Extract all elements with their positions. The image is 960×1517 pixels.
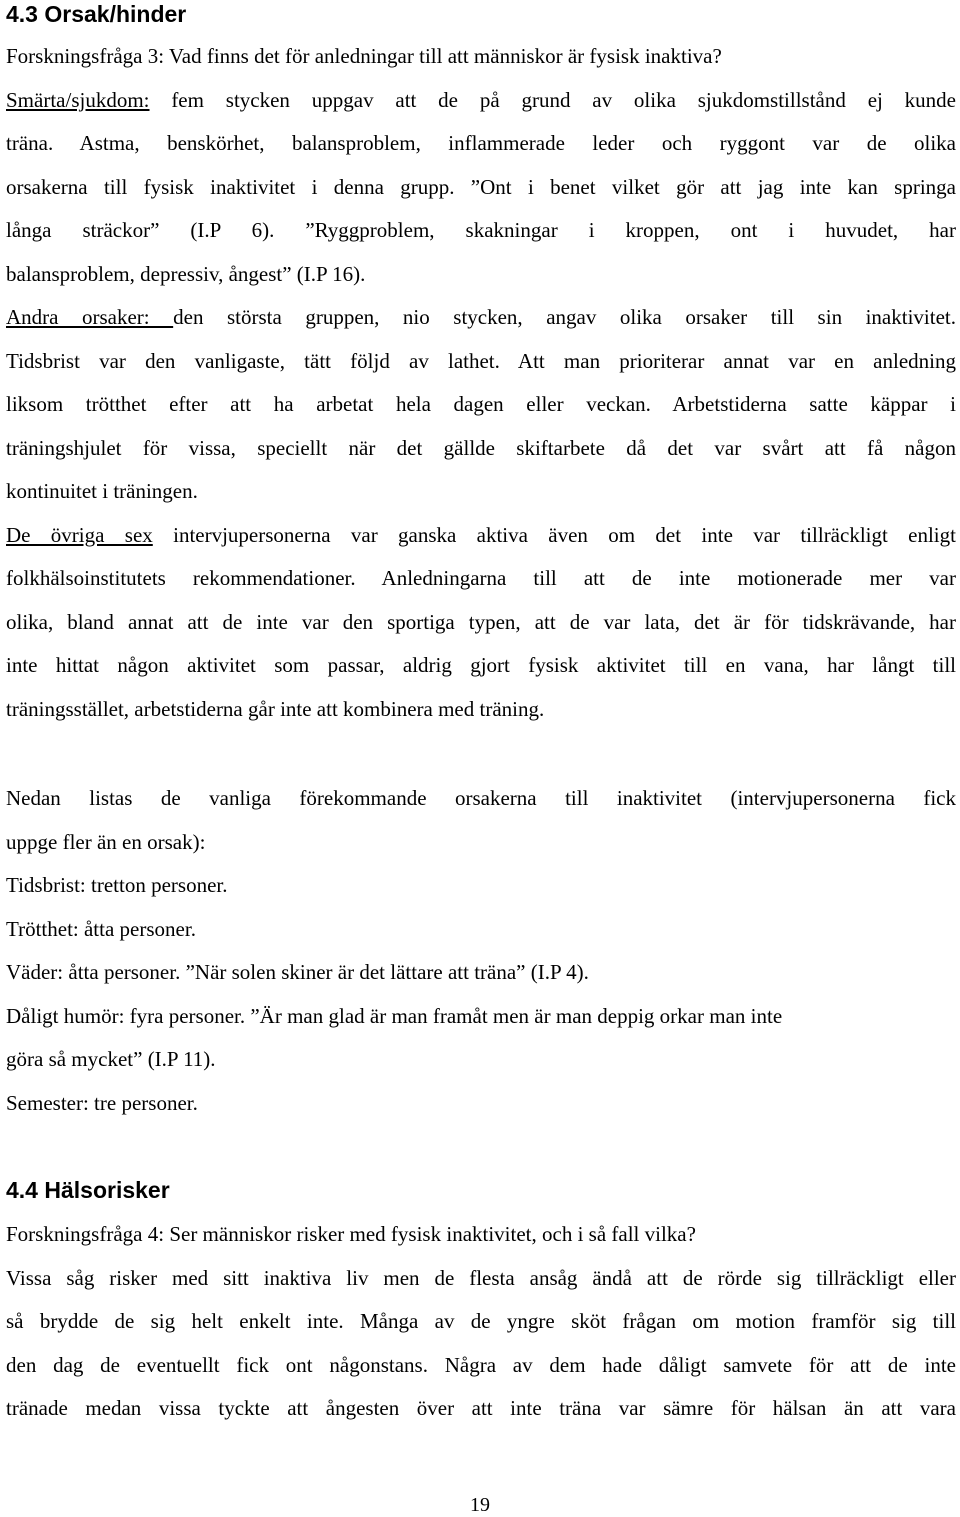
list-item: göra så mycket” (I.P 11). xyxy=(6,1047,216,1071)
paragraph-line: De övriga sex intervjupersonerna var ganska aktiva även om det inte var tillräckligt enligt xyxy=(6,522,956,547)
paragraph-line: balansproblem, depressiv, ångest” (I.P 16). xyxy=(6,261,366,286)
paragraph-line: träna. Astma, benskörhet, balansproblem, inflammerade leder och ryggont var de olika xyxy=(6,131,956,155)
list-item: Trötthet: åtta personer. xyxy=(6,916,196,941)
paragraph-line: uppge fler än en orsak): xyxy=(6,829,206,854)
research-question: Forskningsfråga 3: Vad finns det för anledningar till att människor är fysisk inaktiva? xyxy=(6,44,722,68)
paragraph-line: Smärta/sjukdom: fem stycken uppgav att de på grund av olika sjukdomstillstånd ej kunde xyxy=(6,87,956,112)
list-item: Tidsbrist: tretton personer. xyxy=(6,873,228,897)
section-body xyxy=(6,35,956,731)
paragraph-line: Tidsbrist var den vanligaste, tätt följd av lathet. Att man prioriterar annat var en anledning xyxy=(6,348,956,373)
paragraph-line: så brydde de sig helt enkelt inte. Många av de yngre sköt frågan om motion framför sig till xyxy=(6,1309,956,1333)
section-heading: 4.3 Orsak/hinder xyxy=(6,1,187,27)
page-number: 19 xyxy=(470,1494,490,1516)
list-item: Semester: tre personer. xyxy=(6,1090,198,1115)
paragraph-line: Andra orsaker: den största gruppen, nio stycken, angav olika orsaker till sin inaktivitet. xyxy=(6,305,956,329)
section-heading: 4.4 Hälsorisker xyxy=(6,1177,170,1203)
paragraph-line: träningshjulet för vissa, speciellt när det gällde skiftarbete då det var svårt att få någon xyxy=(6,435,956,460)
paragraph-line: folkhälsoinstitutets rekommendationer. Anledningarna till att de inte motionerade mer var xyxy=(6,566,956,590)
paragraph-line: träningsstället, arbetstiderna går inte att kombinera med träning. xyxy=(6,696,545,721)
inline-label: Smärta/sjukdom: xyxy=(6,87,150,112)
section-body xyxy=(6,1213,956,1431)
paragraph-line: Nedan listas de vanliga förekommande orsakerna till inaktivitet (intervjupersonerna fick xyxy=(6,786,956,810)
paragraph-line: tränade medan vissa tyckte att ångesten över att inte träna var sämre för hälsan än att vara xyxy=(6,1396,956,1420)
paragraph-line: inte hittat någon aktivitet som passar, aldrig gjort fysisk aktivitet till en vana, har långt till xyxy=(6,653,956,677)
paragraph-line: den dag de eventuellt fick ont någonstans. Några av dem hade dåligt samvete för att de inte xyxy=(6,1352,956,1377)
list-item: Väder: åtta personer. ”När solen skiner är det lättare att träna” (I.P 4). xyxy=(6,960,589,984)
paragraph-line: orsakerna till fysisk inaktivitet i denna grupp. ”Ont i benet vilket gör att jag inte kan springa xyxy=(6,174,956,199)
paragraph-line: långa sträckor” (I.P 6). ”Ryggproblem, skakningar i kroppen, ont i huvudet, har xyxy=(6,218,956,242)
research-question: Forskningsfråga 4: Ser människor risker med fysisk inaktivitet, och i så fall vilka? xyxy=(6,1222,696,1246)
paragraph-line: olika, bland annat att de inte var den sportiga typen, att de var lata, det är för tidskrävande, har xyxy=(6,609,956,634)
inline-label: De övriga sex xyxy=(6,522,153,547)
paragraph-line: kontinuitet i träningen. xyxy=(6,479,198,503)
reasons-list xyxy=(6,777,956,1125)
list-item: Dåligt humör: fyra personer. ”Är man glad är man framåt men är man deppig orkar man inte xyxy=(6,1003,783,1028)
inline-label: Andra orsaker: xyxy=(6,305,174,329)
paragraph-line: liksom trötthet efter att ha arbetat hela dagen eller veckan. Arbetstiderna satte käppar i xyxy=(6,392,956,416)
paragraph-line: Vissa såg risker med sitt inaktiva liv men de flesta ansåg ändå att de rörde sig tillräckligt eller xyxy=(6,1265,956,1290)
